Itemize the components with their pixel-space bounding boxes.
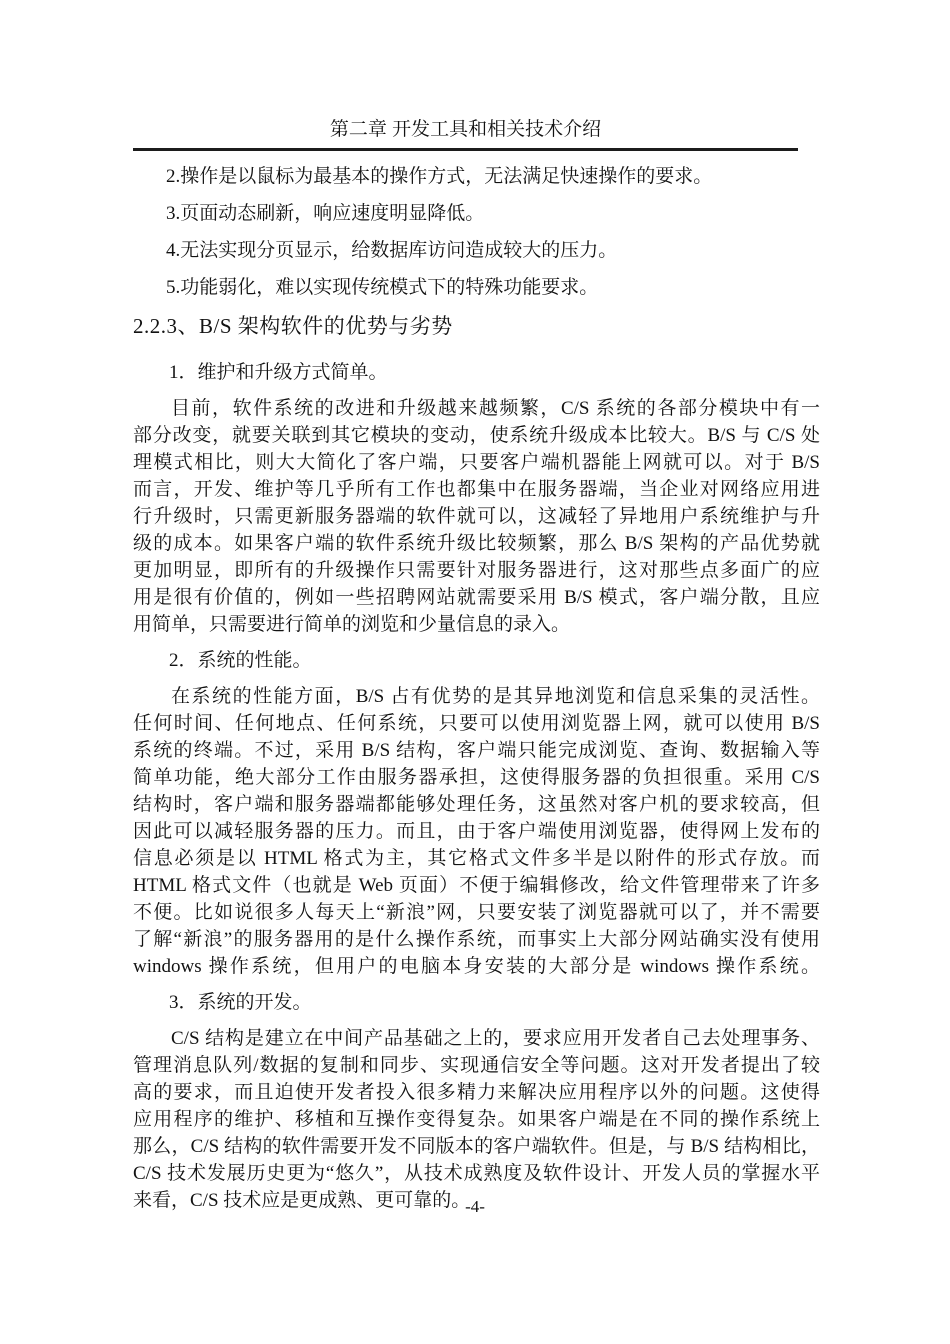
- subsection-performance: [133, 647, 820, 980]
- paragraph-line: 系统的终端。不过，采用 B/S 结构，客户端只能完成浏览、查询、数据输入等: [133, 740, 820, 761]
- page-body: [133, 163, 820, 1214]
- paragraph-line: 因此可以减轻服务器的压力。而且，由于客户端使用浏览器，使得网上发布的: [133, 821, 820, 842]
- page-header: [133, 118, 798, 151]
- paragraph-line: 用是很有价值的，例如一些招聘网站就需要采用 B/S 模式，客户端分散，且应: [133, 587, 820, 608]
- paragraph-line: 级的成本。如果客户端的软件系统升级比较频繁，那么 B/S 架构的产品优势就: [133, 533, 820, 554]
- paragraph-line: 信息必须是以 HTML 格式为主，其它格式文件多半是以附件的形式存放。而: [133, 848, 820, 869]
- numbered-list-item: 3.页面动态刷新，响应速度明显降低。: [166, 203, 485, 224]
- paragraph-line: C/S 技术发展历史更为“悠久”，从技术成熟度及软件设计、开发人员的掌握水平: [133, 1163, 820, 1184]
- paragraph-line: 那么，C/S 结构的软件需要开发不同版本的客户端软件。但是，与 B/S 结构相比，: [133, 1136, 820, 1157]
- subsection-development: [133, 989, 820, 1214]
- paragraph-line: 不便。比如说很多人每天上“新浪”网，只要安装了浏览器就可以了，并不需要: [133, 902, 820, 923]
- page-footer: [0, 1196, 950, 1218]
- paragraph-line: 来看，C/S 技术应是更成熟、更可靠的。: [133, 1190, 471, 1211]
- numbered-list-item: 2.操作是以鼠标为最基本的操作方式，无法满足快速操作的要求。: [166, 166, 713, 187]
- section-heading: 2.2.3、B/S 架构软件的优势与劣势: [133, 314, 453, 338]
- numbered-list-item: 5.功能弱化，难以实现传统模式下的特殊功能要求。: [166, 277, 599, 298]
- paragraph-line: 了解“新浪”的服务器用的是什么操作系统，而事实上大部分网站确实没有使用: [133, 929, 820, 950]
- subsection-title: 1．维护和升级方式简单。: [169, 362, 388, 383]
- paragraph-line: 任何时间、任何地点、任何系统，只要可以使用浏览器上网，就可以使用 B/S: [133, 713, 820, 734]
- numbered-list-item: 4.无法实现分页显示，给数据库访问造成较大的压力。: [166, 240, 618, 261]
- paragraph-line: 应用程序的维护、移植和互操作变得复杂。如果客户端是在不同的操作系统上: [133, 1109, 820, 1130]
- paragraph-line: 管理消息队列/数据的复制和同步、实现通信安全等问题。这对开发者提出了较: [133, 1055, 820, 1076]
- paragraph-line: 在系统的性能方面，B/S 占有优势的是其异地浏览和信息采集的灵活性。: [171, 686, 820, 707]
- paragraph-line: 更加明显，即所有的升级操作只需要针对服务器进行，这对那些点多面广的应: [133, 560, 820, 581]
- chapter-title: 第二章 开发工具和相关技术介绍: [329, 119, 602, 140]
- paragraph-line: 用简单，只需要进行简单的浏览和少量信息的录入。: [133, 614, 571, 635]
- paragraph: [133, 683, 820, 980]
- paragraph-line: 目前，软件系统的改进和升级越来越频繁，C/S 系统的各部分模块中有一: [171, 398, 820, 419]
- numbered-list: [133, 163, 820, 301]
- paragraph-line: 理模式相比，则大大简化了客户端，只要客户端机器能上网就可以。对于 B/S: [133, 452, 820, 473]
- paragraph-line: C/S 结构是建立在中间产品基础之上的，要求应用开发者自己去处理事务、: [171, 1028, 820, 1049]
- subsection-maintenance: [133, 359, 820, 638]
- paragraph-line: HTML 格式文件（也就是 Web 页面）不便于编辑修改，给文件管理带来了许多: [133, 875, 820, 896]
- subsection-title: 2．系统的性能。: [169, 650, 312, 671]
- paragraph-line: 简单功能，绝大部分工作由服务器承担，这使得服务器的负担很重。采用 C/S: [133, 767, 820, 788]
- paragraph-line: 行升级时，只需更新服务器端的软件就可以，这减轻了异地用户系统维护与升: [133, 506, 820, 527]
- paragraph-line: 结构时，客户端和服务器端都能够处理任务，这虽然对客户机的要求较高，但: [133, 794, 820, 815]
- paragraph: [133, 1025, 820, 1214]
- paragraph-line: 而言，开发、维护等几乎所有工作也都集中在服务器端，当企业对网络应用进: [133, 479, 820, 500]
- paragraph-line: 部分改变，就要关联到其它模块的变动，使系统升级成本比较大。B/S 与 C/S 处: [133, 425, 820, 446]
- paragraph-line: windows 操作系统，但用户的电脑本身安装的大部分是 windows 操作系统。: [133, 956, 820, 977]
- paragraph: [133, 395, 820, 638]
- paragraph-line: 高的要求，而且迫使开发者投入很多精力来解决应用程序以外的问题。这使得: [133, 1082, 820, 1103]
- page-number: -4-: [465, 1197, 485, 1216]
- subsection-title: 3．系统的开发。: [169, 992, 312, 1013]
